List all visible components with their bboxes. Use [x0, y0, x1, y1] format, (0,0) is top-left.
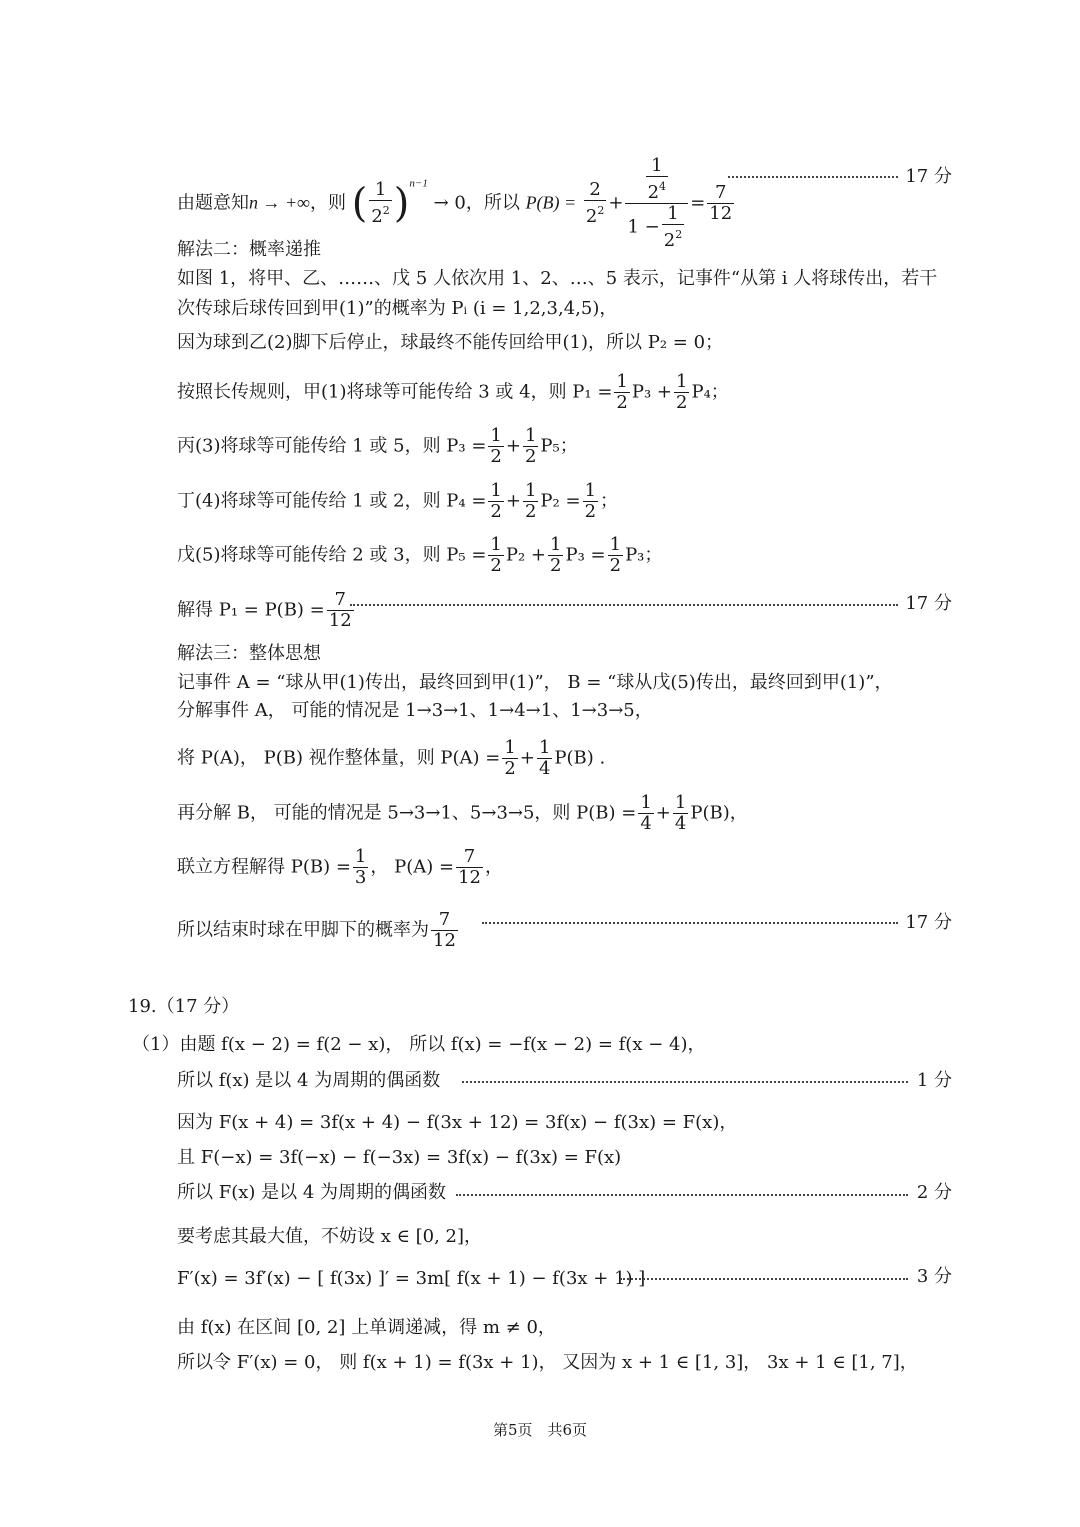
final-pre: 所以结束时球在甲脚下的概率为: [177, 919, 429, 941]
line5-pre: 联立方程解得 P(B) =: [177, 856, 351, 878]
frac-twelve: 12: [458, 867, 481, 888]
frac-twelve: 12: [433, 930, 456, 951]
pb-label: P(B) =: [525, 192, 577, 213]
line5-pre: 丙(3)将球等可能传给 1 或 5，则 P₃ =: [177, 435, 487, 457]
half-den: 2: [490, 501, 502, 522]
dot-leader: [456, 1194, 908, 1196]
frac-b: [625, 156, 688, 251]
paren-open: (: [351, 180, 368, 227]
q19-line1: （1）由题 f(x − 2) = f(2 − x)， 所以 f(x) = −f(x − 2) = f(x − 4)，: [132, 1034, 706, 1055]
line6-c: ；: [600, 490, 619, 512]
half-num: 1: [524, 480, 537, 501]
frac-one: 1: [504, 737, 516, 758]
result-num: 7: [327, 590, 354, 611]
half-den: 2: [676, 392, 688, 413]
page-footer: 第5页 共6页: [492, 1421, 588, 1439]
method3-line3: [177, 738, 605, 779]
method3-line2: 分解事件 A， 可能的情况是 1→3→1、1→4→1、1→3→5，: [177, 700, 653, 721]
method2-line5: [177, 426, 578, 467]
method2-line1: 如图 1，将甲、乙、……、戊 5 人依次用 1、2、…、5 表示，记事件“从第 i 人将球传出，若干: [177, 268, 938, 289]
score-q19-2: 2 分: [916, 1182, 952, 1203]
result-pre: 解得 P₁ = P(B) =: [177, 599, 325, 621]
result-den: 12: [709, 203, 733, 224]
frac-a-den: 2: [585, 206, 598, 227]
half-den: 2: [490, 446, 502, 467]
line4-a: +: [655, 802, 671, 824]
line4-pre: 再分解 B， 可能的情况是 5→3→1、5→3→5，则 P(B) =: [177, 802, 637, 824]
ratio-num: 1: [369, 180, 391, 201]
q19-title: 19.（17 分）: [128, 996, 240, 1017]
half-num: 1: [490, 480, 502, 501]
half-num: 1: [490, 425, 502, 446]
dot-leader: [462, 1081, 908, 1083]
half-den: 2: [524, 446, 537, 467]
result-frac: [707, 183, 734, 224]
frac-b-exp: 4: [659, 180, 667, 193]
half-num: 1: [616, 371, 628, 392]
frac-b-den-exp: 2: [675, 228, 683, 241]
dot-leader: [350, 604, 898, 606]
score-method1: 17 分: [905, 166, 952, 187]
dot-leader: [482, 922, 898, 924]
frac-one: 1: [354, 846, 367, 867]
q19-line7: F′(x) = 3f′(x) − [ f(3x) ]′ = 3m[ f(x + 1) − f(3x + 1) ]: [177, 1268, 646, 1289]
frac-seven: 7: [456, 847, 483, 868]
q19-line8: 由 f(x) 在区间 [0, 2] 上单调递减，得 m ≠ 0，: [177, 1317, 556, 1338]
outer-exp: n−1: [409, 177, 428, 190]
half-num: 1: [524, 425, 537, 446]
frac-one: 1: [674, 792, 687, 813]
frac-a: [584, 180, 606, 227]
frac-four: 4: [640, 813, 652, 834]
score-q19-3: 3 分: [916, 1266, 952, 1287]
half-den: 2: [490, 555, 502, 576]
line7-a: P₂ +: [505, 544, 547, 566]
text-arrow-zero: → 0，所以: [433, 192, 520, 214]
line4-b: P(B)，: [690, 802, 748, 824]
ratio-frac: [369, 180, 391, 227]
line5-a: +: [505, 435, 521, 457]
frac-b-den-pre: 1 −: [627, 216, 660, 238]
paren-close: ): [393, 180, 410, 227]
frac-one: 1: [640, 792, 652, 813]
half-num: 1: [550, 534, 562, 555]
frac-three: 3: [354, 867, 367, 888]
frac-a-exp: 2: [597, 204, 605, 217]
ratio-exp: 2: [382, 204, 390, 217]
half-num: 1: [584, 480, 597, 501]
method3-final: [177, 910, 460, 951]
line3-a: +: [519, 747, 535, 769]
method2-result: [177, 590, 356, 631]
method3-line5: [177, 847, 503, 888]
frac-b-num-bot: 2: [647, 182, 660, 203]
line6-a: +: [505, 490, 521, 512]
q19-line4: 且 F(−x) = 3f(−x) − f(−3x) = 3f(x) − f(3x) = F(x): [177, 1147, 622, 1168]
line6-b: P₂ =: [540, 490, 581, 512]
half-den: 2: [584, 501, 597, 522]
score-method2: 17 分: [905, 593, 952, 614]
score-q19-1: 1 分: [916, 1070, 952, 1091]
line5-mid: ， P(A) =: [370, 856, 455, 878]
half-den: 2: [616, 392, 628, 413]
method2-line3: 因为球到乙(2)脚下后停止，球最终不能传回给甲(1)，所以 P₂ = 0；: [177, 332, 724, 353]
q19-line6: 要考虑其最大值，不妨设 x ∈ [0, 2]，: [177, 1226, 483, 1247]
line4-b: P₄；: [691, 381, 729, 403]
dot-leader: [728, 176, 898, 178]
method2-line2: 次传球后球传回到甲(1)”的概率为 Pᵢ (i = 1,2,3,4,5)，: [177, 298, 618, 319]
method2-line7: [177, 535, 662, 576]
score-method3: 17 分: [905, 912, 952, 933]
frac-four: 4: [538, 758, 551, 779]
text-lead: 由题意知: [177, 192, 249, 214]
method2-line4: [177, 372, 729, 413]
q19-line2: 所以 f(x) 是以 4 为周期的偶函数: [177, 1070, 441, 1091]
limit-expr: n → +∞: [249, 192, 310, 213]
text-then: ，则: [309, 192, 346, 214]
half-num: 1: [490, 534, 502, 555]
frac-a-num: 2: [584, 180, 606, 201]
method3-line1: 记事件 A = “球从甲(1)传出，最终回到甲(1)”， B = “球从戊(5)传出，最终回到甲(1)”，: [177, 672, 893, 693]
method2-heading: 解法二：概率递推: [177, 239, 321, 260]
half-den: 2: [609, 555, 622, 576]
line3-pre: 将 P(A)， P(B) 视作整体量，则 P(A) =: [177, 747, 501, 769]
line4-a: P₃ +: [631, 381, 673, 403]
result-den: 12: [328, 610, 352, 631]
line7-c: P₃；: [625, 544, 663, 566]
ratio-den: 2: [371, 206, 383, 227]
line4-pre: 按照长传规则，甲(1)将球等可能传给 3 或 4，则 P₁ =: [177, 381, 613, 403]
result-num: 7: [707, 183, 734, 204]
frac-one: 1: [538, 737, 551, 758]
dot-leader: [620, 1278, 908, 1280]
line6-pre: 丁(4)将球等可能传给 1 或 2，则 P₄ =: [177, 490, 487, 512]
method3-heading: 解法三：整体思想: [177, 643, 321, 664]
half-num: 1: [609, 534, 622, 555]
half-den: 2: [524, 501, 537, 522]
frac-b-den-num: 1: [662, 204, 684, 225]
half-num: 1: [676, 371, 688, 392]
frac-two: 2: [504, 758, 516, 779]
line3-b: P(B) .: [554, 747, 606, 769]
line5-end: ，: [484, 856, 503, 878]
frac-four: 4: [674, 813, 687, 834]
method1-line: 由题意知n → +∞，则 ( $\frac{1}{2^2}$ )$^{n-1}$ → 0，所以 P(B) = $\frac{2}{2^2}$ + $\frac{1}{2^4}$ 1 − $\frac{1}{2^2}$ = $\frac{7}{12}$: [177, 155, 733, 251]
line7-pre: 戊(5)将球等可能传给 2 或 3，则 P₅ =: [177, 544, 487, 566]
frac-b-num-top: 1: [646, 156, 668, 177]
frac-seven: 7: [431, 910, 458, 931]
line7-b: P₃ =: [565, 544, 606, 566]
line5-b: P₅；: [540, 435, 578, 457]
method2-line6: [177, 481, 618, 522]
q19-line3: 因为 F(x + 4) = 3f(x + 4) − f(3x + 12) = 3f(x) − f(3x) = F(x)，: [177, 1112, 738, 1133]
method3-line4: [177, 793, 748, 834]
frac-b-den-den: 2: [663, 230, 676, 251]
half-den: 2: [550, 555, 562, 576]
q19-line5: 所以 F(x) 是以 4 为周期的偶函数: [177, 1182, 447, 1203]
q19-line9: 所以令 F′(x) = 0， 则 f(x + 1) = f(3x + 1)， 又因为 x + 1 ∈ [1, 3]， 3x + 1 ∈ [1, 7]，: [177, 1352, 918, 1373]
